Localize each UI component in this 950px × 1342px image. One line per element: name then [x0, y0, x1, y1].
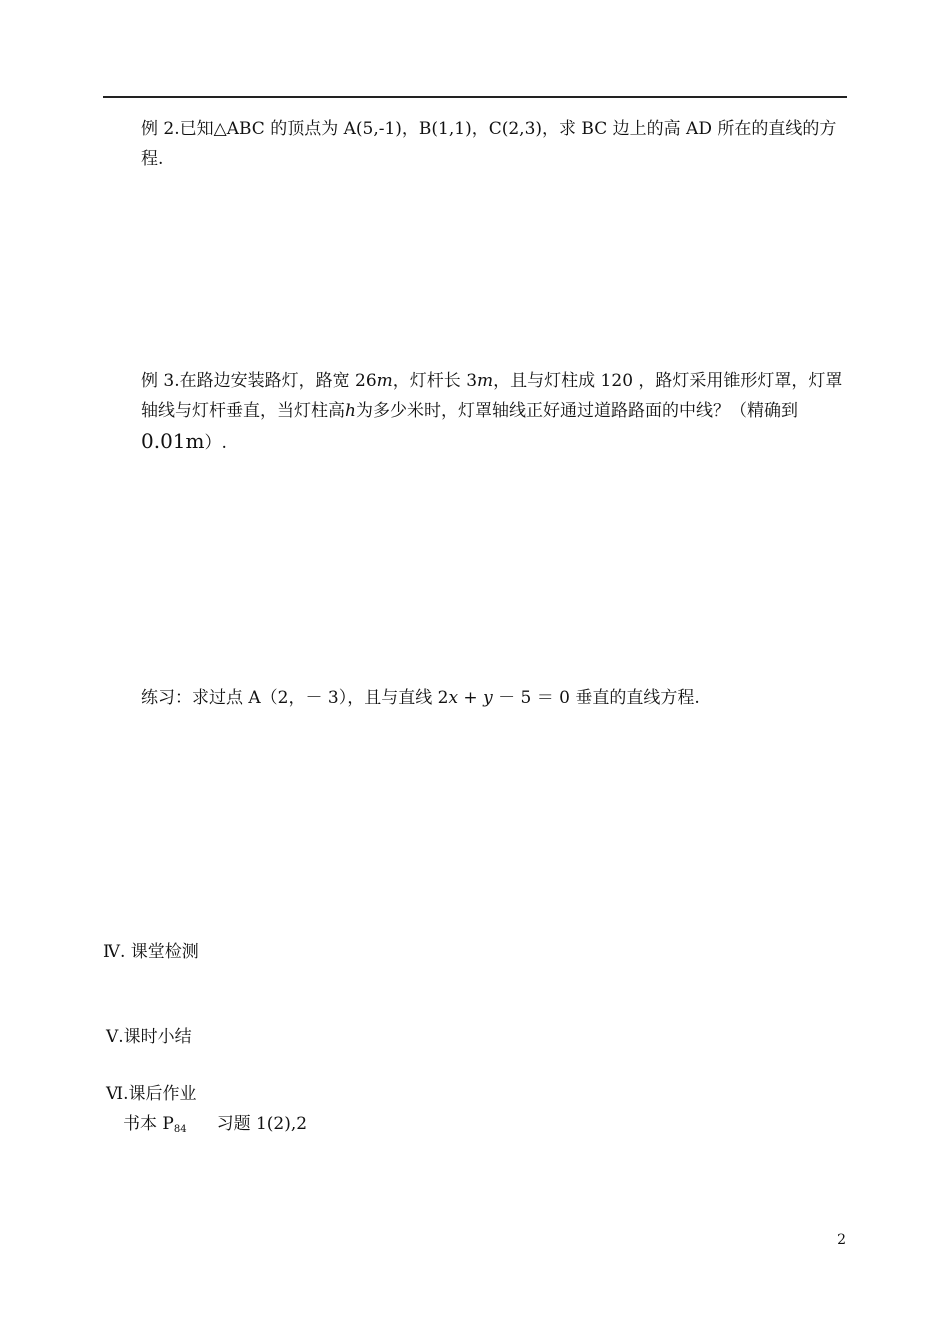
example-3-part3: ，且与灯柱成 120 ，路灯采用锥形灯罩，灯罩轴线与灯杆垂直，当灯柱高	[141, 371, 843, 421]
homework-book: 书本 P	[123, 1114, 174, 1134]
example-3-part4: 为多少米时，灯罩轴线正好通过道路路面的中线？（精确到	[355, 401, 798, 421]
example-3	[141, 366, 847, 458]
homework-page-subscript: 84	[173, 1124, 187, 1135]
homework-line	[123, 1112, 307, 1142]
unit-meter: m	[477, 371, 494, 391]
example-2-text: 例 2.已知△ABC 的顶点为 A(5,-1)，B(1,1)，C(2,3)，求 BC 边上的高 AD 所在的直线的方程.	[141, 119, 837, 169]
header-rule	[103, 96, 847, 98]
variable-y: y	[483, 688, 493, 708]
exercise-part3: － 5 ＝ 0 垂直的直线方程.	[492, 688, 700, 708]
example-3-part5: ）.	[204, 433, 227, 453]
section-v-heading: Ⅴ.课时小结	[106, 1027, 192, 1047]
section-iv-heading: Ⅳ. 课堂检测	[103, 942, 199, 962]
homework-problems: 习题 1(2),2	[216, 1114, 308, 1134]
exercise-part1: 练习：求过点 A（2，－ 3），且与直线 2	[141, 688, 449, 708]
variable-x: x	[448, 688, 459, 708]
page-number: 2	[837, 1232, 846, 1248]
section-vi-heading: Ⅵ.课后作业	[106, 1084, 197, 1104]
example-2	[141, 114, 847, 174]
variable-h: h	[345, 401, 356, 421]
example-3-part2: ，灯杆长 3	[392, 371, 478, 391]
precision-value: 0.01m	[141, 429, 205, 453]
example-3-part1: 例 3.在路边安装路灯，路宽 26	[141, 371, 377, 391]
exercise-part2: +	[458, 688, 484, 708]
unit-meter: m	[376, 371, 393, 391]
exercise	[141, 683, 847, 713]
